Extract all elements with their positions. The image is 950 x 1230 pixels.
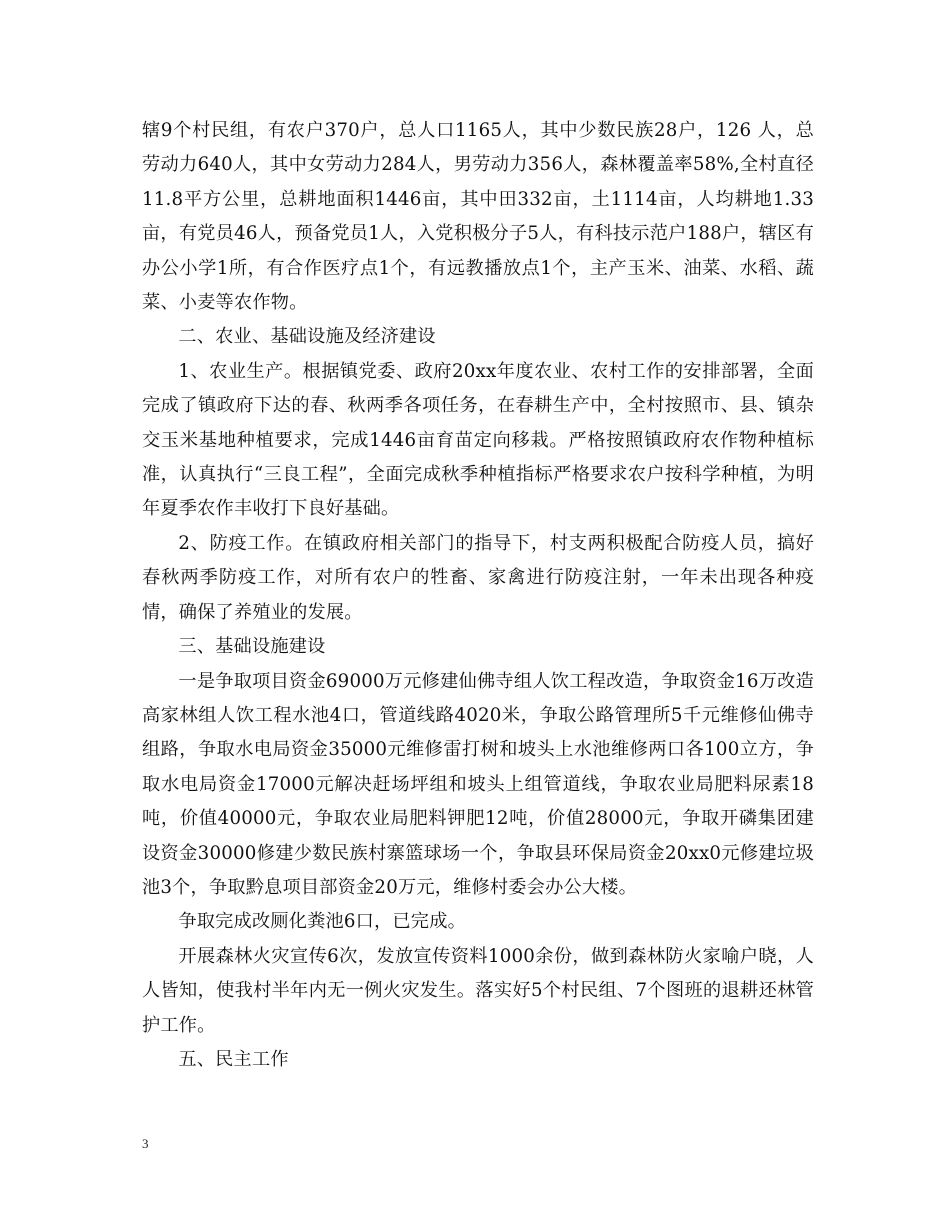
- paragraph-agricultural-production: 1、农业生产。根据镇党委、政府20xx年度农业、农村工作的安排部署，全面完成了镇政府下达的春、秋两季各项任务，在春耕生产中，全村按照市、县、镇杂交玉米基地种植要求，完成1446亩育苗定向移栽。严格按照镇政府农作物种植标准，认真执行“三良工程”，全面完成秋季种植指标严格要求农户按科学种植，为明年夏季农作丰收打下良好基础。: [142, 360, 814, 520]
- paragraph-forest-fire-prevention: 开展森林火灾宣传6次，发放宣传资料1000余份，做到森林防火家喻户晓，人人皆知，使我村半年内无一例火灾发生。落实好5个村民组、7个图班的退耕还林管护工作。: [142, 945, 814, 1036]
- heading-agriculture-infrastructure-economy: 二、农业、基础设施及经济建设: [178, 326, 436, 348]
- paragraph-toilet-renovation: 争取完成改厕化粪池6口，已完成。: [178, 911, 466, 933]
- heading-democratic-work: 五、民主工作: [178, 1048, 289, 1070]
- heading-infrastructure-construction: 三、基础设施建设: [178, 636, 326, 658]
- page-number: 3: [142, 1136, 149, 1151]
- document-body: [142, 114, 814, 1077]
- paragraph-epidemic-prevention: 2、防疫工作。在镇政府相关部门的指导下，村支两积极配合防疫人员，搞好春秋两季防疫工作，对所有农户的牲畜、家禽进行防疫注射，一年未出现各种疫情，确保了养殖业的发展。: [142, 532, 814, 623]
- paragraph-village-overview: 辖9个村民组，有农户370户，总人口1165人，其中少数民族28户，126 人，总劳动力640人，其中女劳动力284人，男劳动力356人，森林覆盖率58%,全村直径11.8平方公里，总耕地面积1446亩，其中田332亩，土1114亩，人均耕地1.33亩，有党员46人，预备党员1人，入党积极分子5人，有科技示范户188户，辖区有办公小学1所，有合作医疗点1个，有远教播放点1个，主产玉米、油菜、水稻、蔬菜、小麦等农作物。: [142, 120, 814, 314]
- paragraph-project-funding: 一是争取项目资金69000万元修建仙佛寺组人饮工程改造，争取资金16万改造高家林组人饮工程水池4口，管道线路4020米，争取公路管理所5千元维修仙佛寺组路，争取水电局资金35000元维修雷打树和坡头上水池维修两口各100立方，争取水电局资金17000元解决赶场坪组和坡头上组管道线，争取农业局肥料尿素18吨，价值40000元，争取农业局肥料钾肥12吨，价值28000元，争取开磷集团建设资金30000修建少数民族村寨篮球场一个，争取县环保局资金20xx0元修建垃圾池3个，争取黔息项目部资金20万元，维修村委会办公大楼。: [142, 670, 814, 898]
